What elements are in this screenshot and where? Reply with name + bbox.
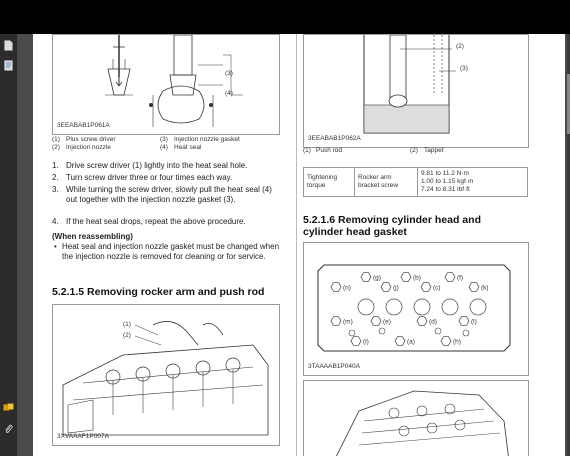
when-reassembling-heading: (When reassembling) xyxy=(52,232,133,241)
step-2 xyxy=(52,173,280,183)
callout-3: (3) xyxy=(225,70,233,77)
caption-text: Plus screw driver xyxy=(66,136,116,143)
bolt-marker xyxy=(351,337,369,346)
figure-id: 3TAAAAB1P040A xyxy=(308,363,360,370)
step-text: Turn screw driver three or four times each way. xyxy=(66,173,233,182)
step-number: 4. xyxy=(52,217,59,226)
bolt-hex xyxy=(331,283,341,292)
bolt-marker xyxy=(331,283,351,292)
caption-num: (4) xyxy=(160,144,168,151)
figure-id: 3XVAAAF1P007A xyxy=(57,433,109,440)
bolt-hex xyxy=(401,273,411,282)
torque-table xyxy=(303,167,528,197)
figure-push-rod xyxy=(303,34,529,148)
bolt-hex xyxy=(421,283,431,292)
figure-rocker-arm xyxy=(52,304,280,446)
paperclip-icon[interactable] xyxy=(3,424,14,435)
bolt-hex xyxy=(351,337,361,346)
caption-text: Tappet xyxy=(424,147,444,154)
torque-value-si: 9.81 to 11.2 N·m xyxy=(421,170,469,177)
bolt-label: (e) xyxy=(383,318,391,326)
bolt-hex xyxy=(361,273,371,282)
caption-text: Heat seal xyxy=(174,144,202,151)
bolt-sequence-drawing xyxy=(304,243,528,375)
section-heading-rocker-arm: 5.2.1.5 Removing rocker arm and push rod xyxy=(52,286,265,298)
caption-text: Injection nozzle gasket xyxy=(174,136,240,143)
callout-3: (3) xyxy=(460,65,468,72)
caption-text: Push rod xyxy=(316,147,343,154)
push-rod-drawing xyxy=(304,35,528,147)
torque-values xyxy=(418,168,528,197)
top-bar xyxy=(0,0,570,34)
bolt-label: (h) xyxy=(453,338,461,346)
bolt-hex xyxy=(459,317,469,326)
bolt-hex xyxy=(381,283,391,292)
bolt-marker xyxy=(417,317,437,326)
bolt-marker xyxy=(395,337,415,346)
bolt-hex xyxy=(445,273,455,282)
bolt-label: (k) xyxy=(481,284,489,292)
bolt-marker xyxy=(445,273,463,282)
bolt-marker xyxy=(469,283,489,292)
step-number: 3. xyxy=(52,185,59,194)
caption-num: (2) xyxy=(52,144,60,151)
bolt-label: (n) xyxy=(343,284,351,292)
bolt-marker xyxy=(361,273,381,282)
caption-text: Injection nozzle xyxy=(66,144,111,151)
step-4 xyxy=(52,217,280,227)
bolt-label: (d) xyxy=(429,318,437,326)
bolt-label: (c) xyxy=(433,284,441,292)
figure-id: 3EEABAB1P061A xyxy=(57,122,110,129)
step-number: 2. xyxy=(52,173,59,182)
reassembly-note xyxy=(54,242,280,262)
step-number: 1. xyxy=(52,161,59,170)
note-text: Heat seal and injection nozzle gasket must be changed when the injection nozzle is removed for cleaning or for service. xyxy=(62,242,280,261)
bolt-label: (i) xyxy=(363,338,369,346)
bolt-marker xyxy=(381,283,399,292)
torque-item: Rocker arm bracket screw xyxy=(355,168,418,197)
bolt-label: (j) xyxy=(393,284,399,292)
bolt-label: (f) xyxy=(457,274,464,282)
section-heading-cylinder-head: 5.2.1.6 Removing cylinder head and cylinder head gasket xyxy=(303,214,481,238)
callout-1: (1) xyxy=(123,321,131,328)
document-viewer[interactable] xyxy=(17,34,570,456)
figure-id: 3EEABAB1P062A xyxy=(308,135,361,142)
step-text: Drive screw driver (1) lightly into the heat seal hole. xyxy=(66,161,248,170)
bolt-hex xyxy=(395,337,405,346)
document-icon[interactable] xyxy=(3,60,14,71)
step-3 xyxy=(52,185,280,205)
cylinder-head-drawing xyxy=(304,381,528,456)
caption-num: (3) xyxy=(160,136,168,143)
bolt-hex xyxy=(469,283,479,292)
callout-2: (2) xyxy=(123,332,131,339)
figure-cylinder-head xyxy=(303,380,529,456)
callout-2: (2) xyxy=(456,43,464,50)
figure-bolt-sequence xyxy=(303,242,529,376)
bolt-hex xyxy=(441,337,451,346)
bolt-label: (g) xyxy=(373,274,381,282)
torque-value-lbf: 7.24 to 8.31 lbf·ft xyxy=(421,186,470,193)
step-text: While turning the screw driver, slowly pull the heat seal (4) out together with the injection nozzle gasket (3). xyxy=(66,185,272,204)
rocker-arm-drawing xyxy=(53,305,279,445)
torque-value-kgf: 1.00 to 1.15 kgf·m xyxy=(421,178,474,185)
page-icon[interactable] xyxy=(3,40,14,51)
step-text: If the heat seal drops, repeat the above procedure. xyxy=(66,217,246,226)
torque-label: Tightening torque xyxy=(304,168,355,197)
caption-num: (2) xyxy=(410,147,418,154)
bolt-marker xyxy=(421,283,441,292)
column-divider xyxy=(296,34,297,456)
bolt-label: (b) xyxy=(413,274,421,282)
step-1 xyxy=(52,161,280,171)
figure-nozzle-removal xyxy=(52,34,280,135)
caption-num: (1) xyxy=(303,147,311,154)
bolt-marker xyxy=(371,317,391,326)
callout-4: (4) xyxy=(225,90,233,97)
manual-page xyxy=(33,34,565,456)
attachment-icon[interactable] xyxy=(3,402,14,413)
bolt-label: (l) xyxy=(471,318,477,326)
caption-num: (1) xyxy=(52,136,60,143)
bolt-marker xyxy=(401,273,421,282)
sidebar xyxy=(0,34,17,456)
bolt-label: (a) xyxy=(407,338,415,346)
bolt-label: (m) xyxy=(343,318,353,326)
bolt-marker xyxy=(331,317,353,326)
bullet-mark: • xyxy=(54,242,57,251)
bolt-marker xyxy=(441,337,461,346)
bolt-hex xyxy=(371,317,381,326)
bolt-hex xyxy=(331,317,341,326)
bolt-marker xyxy=(459,317,477,326)
bolt-hex xyxy=(417,317,427,326)
nozzle-removal-drawing xyxy=(53,35,279,134)
